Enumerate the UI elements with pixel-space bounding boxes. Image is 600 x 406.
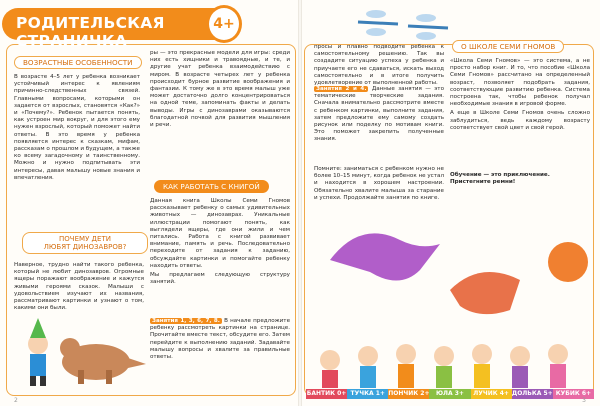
level-6: КУБИК 6+ [553,389,594,399]
dragonflies-illustration [348,2,458,46]
level-3: ЮЛА 3+ [429,389,470,399]
closing-lines: Обучение — это приключение. Пристегните ремни! [450,172,550,186]
level-5: ДОЛЬКА 5+ [511,390,553,397]
page-title: РОДИТЕЛЬСКАЯ СТРАНИЧКА [2,8,238,40]
dino-question: ПОЧЕМУ ДЕТИ ЛЮБЯТ ДИНОЗАВРОВ? [22,232,148,254]
section-tag-school: О ШКОЛЕ СЕМИ ГНОМОВ [452,40,564,53]
section-tag-age: ВОЗРАСТНЫЕ ОСОБЕННОСТИ [14,56,142,69]
level-4: ЛУЧИК 4+ [471,389,512,399]
age-badge: 4+ [206,5,242,43]
kids-with-dino-illustration [8,300,148,390]
section-tag-book: КАК РАБОТАТЬ С КНИГОЙ [154,180,269,193]
right-page: просы и плавно подводите ребенка к самостоятельному решению. Так вы создадите ситуацию успеха у ребенка и приучаете его не сдаваться, искать выход самостоятельно и в итоге получить удовлетворение от выполненной работы. Занятия 2 и 4. Данные занятия — это тематические творческие задания. Сначала внимательно рассмотрите вместе с ребенком картинки, выполните задания, затем предложите ему самому создать рисунок или поделку по мотивам книги. Это поможет закрепить полученные знания. Помните: заниматься с ребенком нужно не более 10–15 минут, когда ребенок не устал и находится в хорошем настроении. Обязательно хвалите малыша за старание и успехи. Продолжайте занятия по книге. О ШКОЛЕ СЕМИ ГНОМОВ «Школа Семи Гномов» — это система, а не просто набор книг. И то, что пособие «Школа Семи Гномов» рассчитано на определенный возраст, позволяет подобрать задания, соответствующие развитию ребенка. Система построена так, чтобы ребенок получал необходимые знания в игровой форме. А еще в Школе Семи Гномов очень сложно заблудиться, ведь каждому возрасту соответствует свой цвет и свой герой. Обучение — это приключение. Пристегните ремни! БАНТИК 0+ ТУЧКА 1+ ПОНЧИК 2+ ЮЛА 3+ ЛУЧИК 4+ ДОЛЬКА 5+ КУБИК 6+ 3 [300,0,600,406]
left-page: РОДИТЕЛЬСКАЯ СТРАНИЧКА 4+ ВОЗРАСТНЫЕ ОСОБЕННОСТИ В возрасте 4–5 лет у ребенка возникает устойчивый интерес к явлениям причинно-следственных связей. Главными вопросами, которыми он задается от взрослых, становятся «Как?» и «Почему?». Ребенок пытается понять, как устроен мир вокруг, и для этого ему нужен взрослый, который поможет найти ответы. В это время у ребенка появляется интерес к сказкам, мифам, рассказам о прошлом и будущем, а также ко всему загадочному и таинственному. Можно и нужно подпитывать эти интересы, давая малышу новые знания и впечатления. ры — это прекрасные модели для игры: среди них есть хищники и травоядные, и те, и другие учат ребенка взаимодействию с миром. В возрасте четырех лет у ребенка происходит бурное развитие воображения и фантазии. К тому же в это время малыш уже может достаточно долго концентрироваться на одной теме, запоминать факты и делать выводы. Игры с динозаврами оказываются благодатной почвой для развития мышления и речи. КАК РАБОТАТЬ С КНИГОЙ Данная книга Школы Семи Гномов рассказывает ребенку о самых удивительных животных — динозаврах. Уникальные иллюстрации помогают понять, как выглядели ящеры, где они жили и чем питались. Работа с книгой развивает внимание, память и речь. Последовательно переходите от задания к заданию, обсуждайте картинки и помогайте ребенку находить ответы. Мы предлагаем следующую структуру занятий. Занятия 1, 3, 6, 7, 8. В начале предложите ребенку рассмотреть картинки на странице. Прочитайте вместе текст, обсудите его. Затем перейдите к выполнению заданий. Задавайте малышу вопросы и хвалите за правильные ответы. ПОЧЕМУ ДЕТИ ЛЮБЯТ ДИНОЗАВРОВ? Наверное, трудно найти такого ребенка, который не любит динозавров. Огромные ящеры поражают воображение и кажутся живыми героями сказок. Малыши с удовольствием изучают их названия, рассматривают картинки и узнают о том, какими они были. 2 [0,0,300,406]
right-text-bottom: Помните: заниматься с ребенком нужно не более 10–15 минут, когда ребенок не устал и находится в хорошем настроении. Обязательно хвалите малыша за старание и успехи. Продолжайте занятия по книге. [314,166,444,201]
level-1: ТУЧКА 1+ [347,389,388,399]
lessons-text: Занятия 1, 3, 6, 7, 8. В начале предложите ребенку рассмотреть картинки на странице. Прочитайте вместе текст, обсудите его. Затем перейдите к выполнению заданий. Задавайте малышу вопросы и хвалите за правильные ответы. [150,318,290,361]
gnomes-and-dinos-illustration [310,210,596,390]
level-0: БАНТИК 0+ [306,390,347,397]
lessons-label: Занятия 1, 3, 6, 7, 8. [152,318,220,324]
school-text: «Школа Семи Гномов» — это система, а не просто набор книг. И то, что пособие «Школа Семи Гномов» рассчитано на определенный возраст, позволяет подобрать задания, соответствующие развитию ребенка. Система построена так, чтобы ребенок получал необходимые знания в игровой форме. А еще в Школе Семи Гномов очень сложно заблудиться, ведь каждому возрасту соответствует свой цвет и свой герой. [450,58,590,131]
dino-text: Наверное, трудно найти такого ребенка, который не любит динозавров. Огромные ящеры поражают воображение и кажутся живыми героями сказок. Малыши с удовольствием изучают их названия, рассматривают картинки и узнают о том, какими они были. [14,262,144,312]
level-2: ПОНЧИК 2+ [388,390,430,397]
text-col-2: ры — это прекрасные модели для игры: среди них есть хищники и травоядные, и те, и другие учат ребенка взаимодействию с миром. В возрасте четырех лет у ребенка происходит бурное развитие воображения и фантазии. К тому же в это время малыш уже может достаточно долго концентрироваться на одной теме, запоминать факты и делать выводы. Игры с динозаврами оказываются благодатной почвой для развития мышления и речи. [150,50,290,129]
levels-strip [306,389,594,399]
text-col-3: Данная книга Школы Семи Гномов рассказывает ребенку о самых удивительных животных — динозаврах. Уникальные иллюстрации помогают понять, как выглядели ящеры, где они жили и чем питались. Работа с книгой развивает внимание, память и речь. Последовательно переходите от задания к заданию, обсуждайте картинки и помогайте ребенку находить ответы. Мы предлагаем следующую структуру занятий. [150,198,290,286]
text-col-1: В возрасте 4–5 лет у ребенка возникает устойчивый интерес к явлениям причинно-следственных связей. Главными вопросами, которыми он задается от взрослых, становятся «Как?» и «Почему?». Ребенок пытается понять, как устроен мир вокруг, и для этого ему нужен взрослый, который поможет найти ответы. В это время у ребенка появляется интерес к сказкам, мифам, рассказам о прошлом и будущем, а также ко всему загадочному и таинственному. Можно и нужно подпитывать эти интересы, давая малышу новые знания и впечатления. [14,74,140,181]
lessons2-text: Занятия 2 и 4. Данные занятия — это тематические творческие задания. Сначала внимательно рассмотрите вместе с ребенком картинки, выполните задания, затем предложите ему самому создать рисунок или поделку по мотивам книги. Это поможет закрепить полученные знания. [314,86,444,143]
lessons2-label: Занятия 2 и 4. [316,86,367,92]
right-text-top: просы и плавно подводите ребенка к самостоятельному решению. Так вы создадите ситуацию успеха у ребенка и приучаете его не сдаваться, искать выход самостоятельно и в итоге получить удовлетворение от выполненной работы. [314,44,444,87]
book-spine [298,0,302,406]
